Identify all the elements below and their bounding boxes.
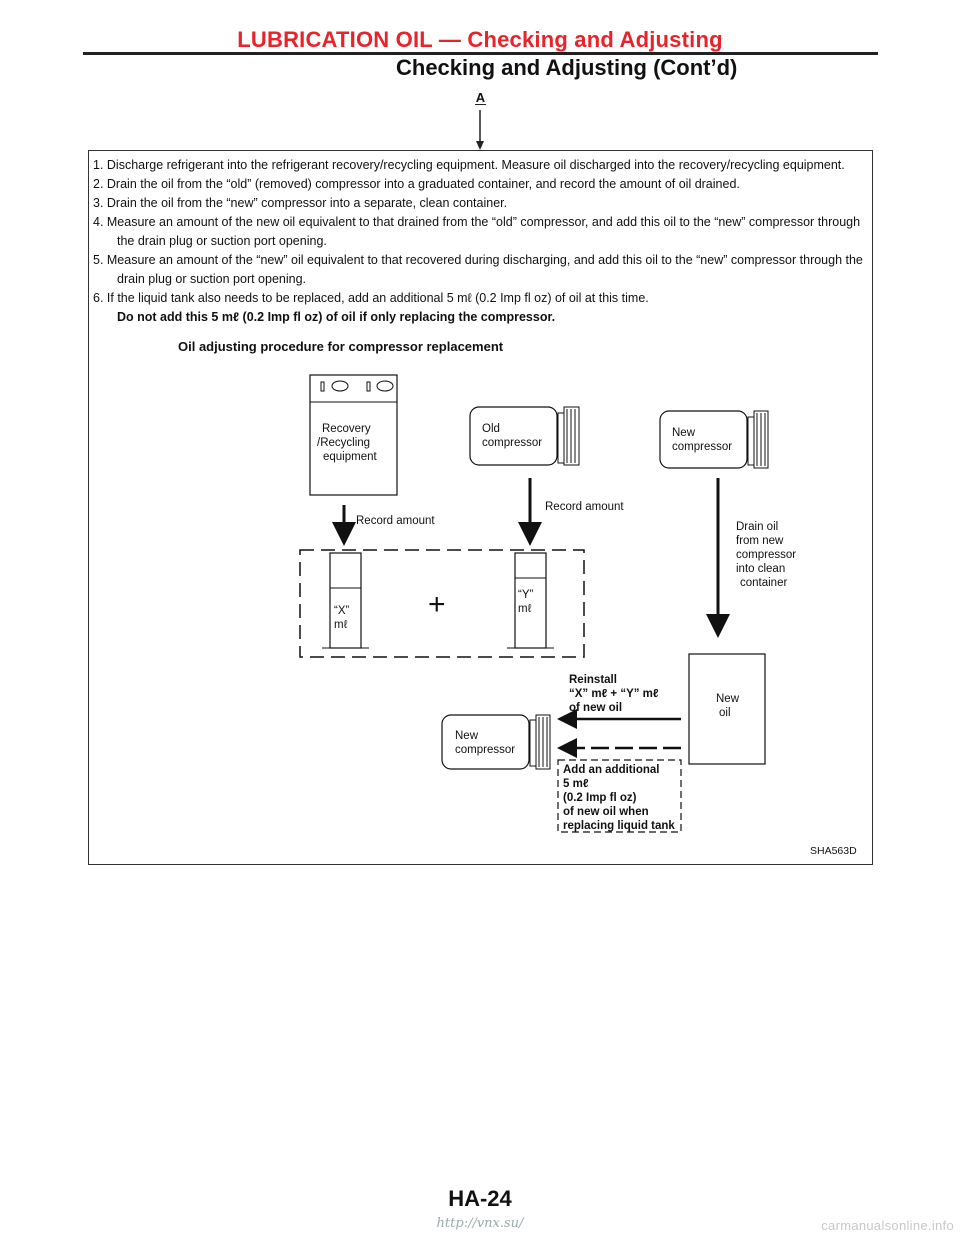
step-3: 3. Drain the oil from the “new” compressor into a separate, clean container. [93,196,508,210]
page-subtitle: Checking and Adjusting (Cont’d) [396,55,738,80]
old-compressor [470,407,579,465]
x-label-2: mℓ [334,619,348,631]
new-compressor-top-label-2: compressor [672,441,733,453]
recovery-equipment [310,375,397,495]
additional-line-5: replacing liquid tank [563,820,675,832]
warning-note: Do not add this 5 mℓ (0.2 Imp fl oz) of oil if only replacing the compressor. [117,310,556,324]
new-compressor-top [660,411,768,468]
y-cylinder [507,553,554,648]
new-compressor-bottom-label-2: compressor [455,744,516,756]
step-marker-letter: A [475,90,486,105]
additional-line-3: (0.2 Imp fl oz) [563,792,637,804]
y-label-1: “Y” [518,589,534,601]
diagram-title: Oil adjusting procedure for compressor replacement [178,339,504,354]
x-label-1: “X” [334,605,350,617]
step-1: 1. Discharge refrigerant into the refrigerant recovery/recycling equipment. Measure oil discharged into the recovery/recycling equipment. [93,158,845,172]
recovery-label-2: /Recycling [317,437,371,449]
reinstall-line-1: Reinstall [569,674,617,686]
step-5: 5. Measure an amount of the “new” oil equivalent to that recovered during discharging, and add this oil to the “new” compressor through the drain plug or suction port opening. [93,253,863,286]
additional-line-1: Add an additional [563,764,660,776]
drain-oil-line-4: into clean [736,563,786,575]
step-2: 2. Drain the oil from the “old” (removed) compressor into a graduated container, and record the amount of oil drained. [93,177,740,191]
old-compressor-label-1: Old [482,423,500,435]
new-compressor-bottom [442,715,550,769]
new-oil-container [689,654,765,764]
drain-oil-line-1: Drain oil [736,521,779,533]
additional-line-4: of new oil when [563,806,649,818]
recovery-label-3: equipment [323,451,377,463]
step-4: 4. Measure an amount of the new oil equivalent to that drained from the “old” compressor, and add this oil to the “new” compressor through the drain plug or suction port opening. [93,215,861,248]
new-oil-label-1: New [716,693,740,705]
figure-code: SHA563D [810,845,857,857]
new-compressor-top-label-1: New [672,427,696,439]
record-amount-2: Record amount [545,501,624,513]
source-url[interactable]: http://vnx.su/ [436,1216,524,1231]
reinstall-line-2: “X” mℓ + “Y” mℓ [569,688,659,700]
section-title: LUBRICATION OIL — Checking and Adjusting [237,27,723,52]
old-compressor-label-2: compressor [482,437,543,449]
reinstall-line-3: of new oil [569,702,623,714]
new-compressor-bottom-label-1: New [455,730,479,742]
additional-line-2: 5 mℓ [563,778,589,790]
new-oil-label-2: oil [719,707,731,719]
x-cylinder [322,553,369,648]
y-label-2: mℓ [518,603,532,615]
step-6: 6. If the liquid tank also needs to be replaced, add an additional 5 mℓ (0.2 Imp fl oz) of oil at this time. [93,291,649,305]
drain-oil-line-5: container [740,577,788,589]
drain-oil-line-3: compressor [736,549,797,561]
recovery-label-1: Recovery [322,423,371,435]
watermark: carmanualsonline.info [821,1218,954,1233]
record-amount-1: Record amount [356,515,435,527]
drain-oil-line-2: from new [736,535,784,547]
page-number: HA-24 [448,1186,512,1211]
plus-sign: + [428,588,446,621]
